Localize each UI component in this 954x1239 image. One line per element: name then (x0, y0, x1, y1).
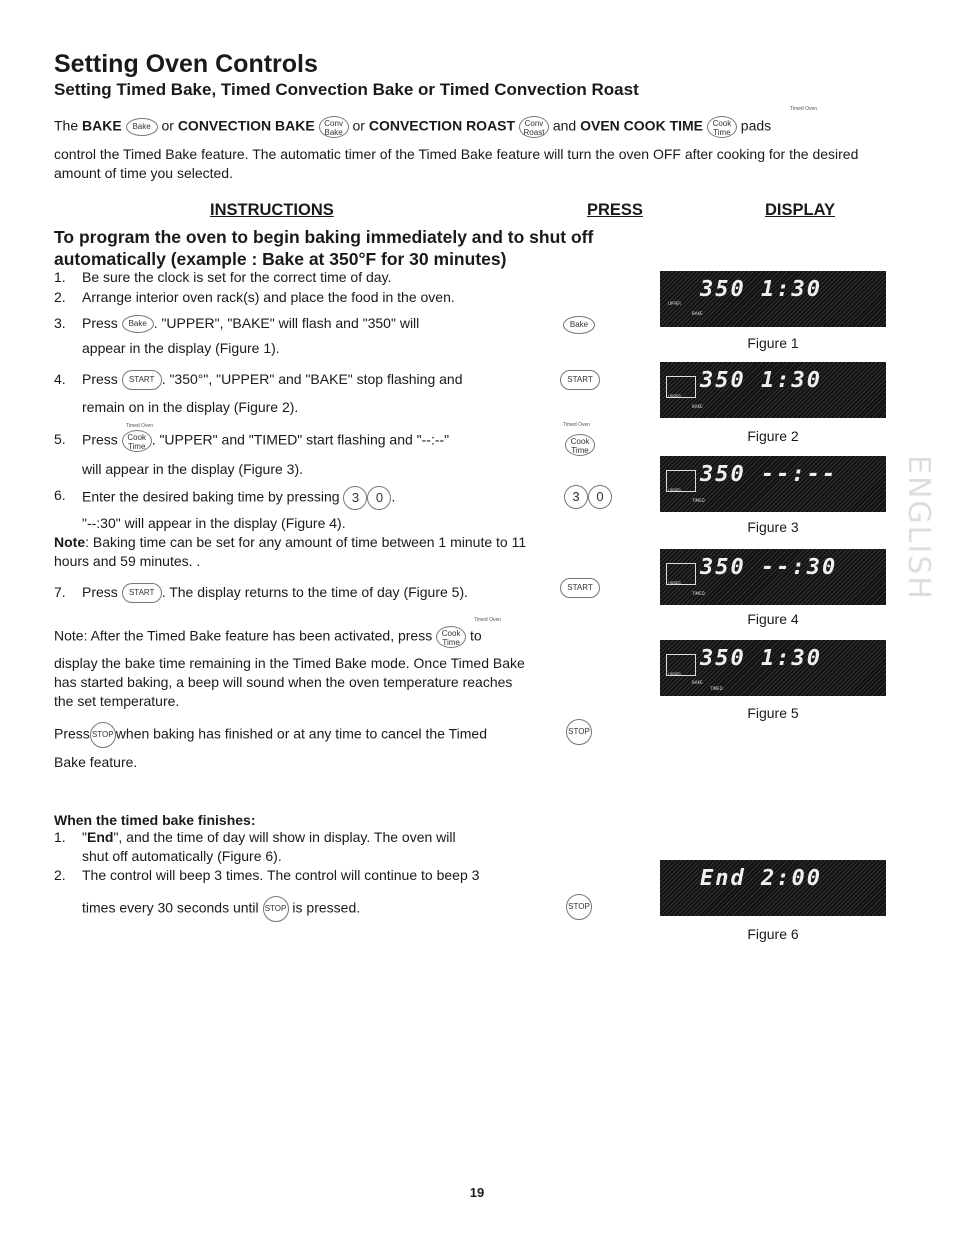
press-bake-pad-icon: Bake (563, 316, 595, 334)
zero-pad-icon: 0 (367, 486, 391, 510)
cook-time-pad-icon: Cook Time (707, 116, 737, 138)
step-2: 2. Arrange interior oven rack(s) and place the food in the oven. (54, 289, 455, 305)
finish-step-1: 1. "End", and the time of day will show in display. The oven will shut off automatically (Figure 6). (54, 829, 456, 864)
press-zero-pad-icon: 0 (588, 485, 612, 509)
note-baking-time: Note: Baking time can be set for any amount of time between 1 minute to 11 hours and 59 minutes. . (54, 534, 527, 569)
cook-time-pad-icon: Cook Time (122, 430, 152, 452)
note-after-activated: Note: After the Timed Bake feature has been activated, press Cook Time to (54, 627, 482, 647)
press-stop-line2: Bake feature. (54, 754, 138, 770)
bake-pad-icon: Bake (126, 118, 158, 136)
press-stop-pad-icon: STOP (566, 719, 592, 745)
press-start-pad-icon: START (560, 370, 600, 390)
display-figure-2: 350 1:30 UPPER BAKE (660, 362, 886, 418)
press-three-pad-icon: 3 (564, 485, 588, 509)
three-pad-icon: 3 (343, 486, 367, 510)
intro-line: The BAKE Bake or CONVECTION BAKE Conv Bake or CONVECTION ROAST Conv Roast and OVEN COOK TIME Cook Time pads (54, 117, 772, 137)
display-figure-3: 350 --:-- UPPER TIMED (660, 456, 886, 512)
display-heading: DISPLAY (765, 201, 835, 219)
press-start-pad-icon: START (560, 578, 600, 598)
display-figure-1: 350 1:30 UPPER BAKE (660, 271, 886, 327)
start-pad-icon: START (122, 583, 162, 603)
bake-pad-icon: Bake (122, 315, 154, 333)
figure-3-caption: Figure 3 (747, 519, 799, 535)
section-heading-line1: To program the oven to begin baking immediately and to shut off (54, 227, 594, 247)
figure-6-caption: Figure 6 (747, 926, 799, 942)
press-stop-pad-icon: STOP (566, 894, 592, 920)
cook-time-pad-icon: Cook Time (436, 626, 466, 648)
step-7: 7. Press START . The display returns to the time of day (Figure 5). (0, 583, 560, 605)
stop-pad-icon: STOP (90, 722, 116, 748)
section-heading-line2: automatically (example : Bake at 350°F for 30 minutes) (54, 249, 507, 269)
display-figure-6: End 2:00 (660, 860, 886, 916)
figure-5-caption: Figure 5 (747, 705, 799, 721)
display-figure-4: 350 --:30 UPPER TIMED (660, 549, 886, 605)
page-subtitle: Setting Timed Bake, Timed Convection Bake or Timed Convection Roast (54, 80, 639, 99)
finish-step-2: 2. The control will beep 3 times. The control will continue to beep 3 times every 30 seconds until STOP is pressed. (0, 866, 560, 922)
intro-paragraph: control the Timed Bake feature. The automatic timer of the Timed Bake feature will turn the oven OFF after cooking for the desired amount of time you selected. (54, 146, 859, 181)
figure-2-caption: Figure 2 (747, 428, 799, 444)
figure-4-caption: Figure 4 (747, 611, 799, 627)
conv-bake-pad-icon: Conv Bake (319, 116, 349, 138)
display-figure-5: 350 1:30 UPPER BAKE TIMED (660, 640, 886, 696)
step-3: 3. Press Bake . "UPPER", "BAKE" will flash and "350" will appear in the display (Figure 1). (54, 315, 420, 356)
page-title: Setting Oven Controls (54, 50, 318, 78)
stop-pad-icon: STOP (263, 896, 289, 922)
step-4: 4. Press START . "350°", "UPPER" and "BAKE" stop flashing and remain on in the display (Figure 2). (54, 371, 463, 415)
note-after-body: display the bake time remaining in the Timed Bake mode. Once Timed Bake has started baking, a beep will sound when the oven temperature reaches the set temperature. (54, 655, 525, 709)
timed-oven-label: Timed Oven (790, 106, 818, 112)
start-pad-icon: START (122, 370, 162, 390)
instructions-heading: INSTRUCTIONS (210, 201, 334, 219)
step-5: 5. Press Cook Time . "UPPER" and "TIMED" start flashing and "--:--" will appear in the display (Figure 3). (54, 431, 450, 477)
figure-1-caption: Figure 1 (747, 335, 799, 351)
step-6: 6. Enter the desired baking time by pressing 3 0 . "--:30" will appear in the display (Figure 4). (54, 487, 396, 531)
conv-roast-pad-icon: Conv Roast (519, 116, 549, 138)
press-stop-line: Press STOP when baking has finished or at any time to cancel the Timed (54, 722, 529, 748)
page-number: 19 (469, 1185, 485, 1200)
finish-heading: When the timed bake finishes: (54, 812, 256, 828)
step-1: 1. Be sure the clock is set for the correct time of day. (54, 269, 392, 285)
language-side-label: ENGLISH (901, 455, 936, 601)
press-heading: PRESS (587, 201, 643, 219)
press-cook-time-pad-icon: Cook Time (565, 434, 595, 456)
